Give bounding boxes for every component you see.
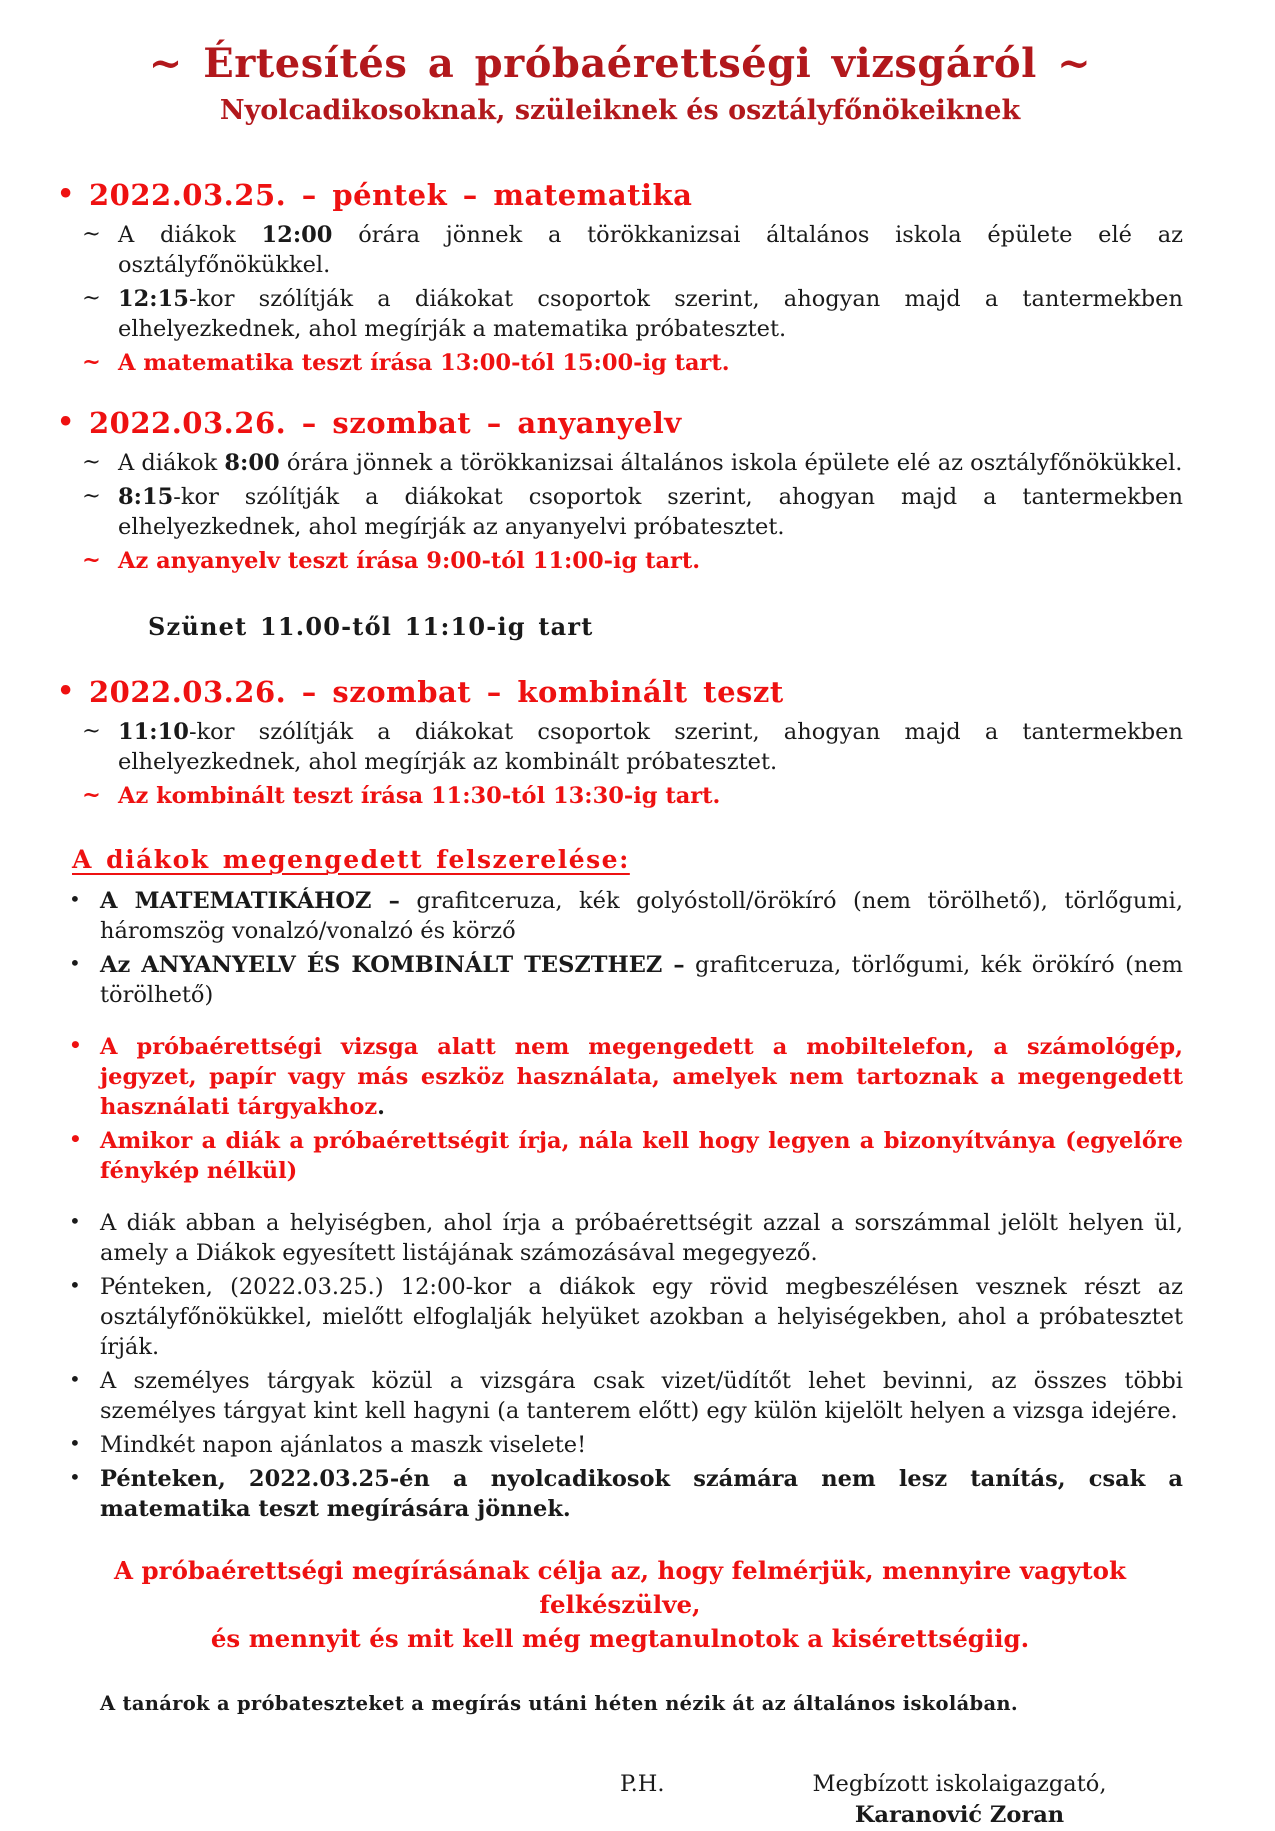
bullet-item [67, 1126, 1183, 1186]
schedule-item-text [118, 484, 1183, 540]
bullet-icon: • [69, 951, 81, 975]
tilde-icon: ~ [82, 782, 101, 808]
schedule-item [82, 781, 1183, 811]
tilde-icon: ~ [82, 449, 101, 475]
section-heading-label: 2022.03.26. – szombat – anyanyelv [89, 406, 682, 440]
closing-line: A próbaérettségi megírásának célja az, hogy felmérjük, mennyire vagytok felkészülve, [114, 1556, 1126, 1619]
signature-row [57, 1769, 1183, 1831]
bullet-item [67, 1430, 1183, 1460]
document-content [57, 40, 1183, 1831]
bullet-icon: • [57, 407, 75, 438]
signature-role: Megbízott iskolaigazgató, [812, 1771, 1107, 1797]
bullet-item-text [100, 1128, 1183, 1184]
section-heading-label: 2022.03.25. – péntek – matematika [89, 178, 693, 212]
schedule-item-text [118, 783, 720, 809]
schedule-item [82, 482, 1183, 542]
signature-block [813, 1769, 1107, 1831]
break-note: Szünet 11.00-től 11:10-ig tart [148, 612, 594, 641]
text-segment: 8:00 [224, 450, 280, 476]
schedule-item [82, 284, 1183, 344]
tilde-icon: ~ [82, 285, 101, 311]
section-heading [57, 675, 1183, 709]
bullet-icon: • [69, 1127, 82, 1151]
text-segment: Az anyanyelv teszt írása 9:00-tól 11:00-ig tart. [118, 548, 701, 574]
closing-line: és mennyit és mit kell még megtanulnotok a kisérettségiig. [210, 1624, 1030, 1653]
schedule-item [82, 448, 1183, 478]
bullet-icon: • [69, 1273, 81, 1297]
bullet-item [67, 1208, 1183, 1268]
signature-ph: P.H. [620, 1771, 665, 1797]
text-segment: -kor szólítják a diákokat csoportok szerint, ahogyan majd a tantermekben elhelyezkednek, ahol megírják az anyanyelvi próbatesztet. [118, 484, 1183, 540]
schedule-item [82, 546, 1183, 576]
schedule-item-text [118, 719, 1183, 775]
bullet-item-text [100, 1034, 1183, 1120]
closing-block [57, 1554, 1183, 1656]
bullet-item [67, 1032, 1183, 1122]
text-segment: Amikor a diák a próbaérettségit írja, nála kell hogy legyen a bizonyítványa (egyelőre fénykép nélkül) [100, 1128, 1183, 1184]
section-heading-label: 2022.03.26. – szombat – kombinált teszt [89, 675, 784, 709]
bullet-icon: • [69, 1209, 81, 1233]
schedule-item-text [118, 286, 1183, 342]
equipment-heading: A diákok megengedett felszerelése: [72, 845, 630, 874]
text-segment: A MATEMATIKÁHOZ – [100, 888, 400, 914]
text-segment: Az ANYANYELV ÉS KOMBINÁLT TESZTHEZ – [100, 952, 685, 978]
bullet-item [67, 950, 1183, 1010]
document-body [57, 178, 1183, 1831]
footnote: A tanárok a próbateszteket a megírás utáni héten nézik át az általános iskolában. [100, 1692, 1018, 1715]
text-segment: Pénteken, 2022.03.25-én a nyolcadikosok számára nem lesz tanítás, csak a matematika teszt megírására jönnek. [100, 1466, 1183, 1522]
bullet-item-text [100, 1432, 586, 1458]
text-segment: A személyes tárgyak közül a vizsgára csak vizet/üdítőt lehet bevinni, az összes többi személyes tárgyat kint kell hagyni (a tanterem előtt) egy külön kijelölt helyen a vizsga idejére. [100, 1368, 1183, 1424]
text-segment: órára jönnek a törökkanizsai általános iskola épülete elé az osztályfőnökükkel. [118, 222, 1183, 278]
schedule-item-text [118, 548, 700, 574]
text-segment: A diákok [118, 222, 262, 248]
text-segment: A diák abban a helyiségben, ahol írja a próbaérettségit azzal a sorszámmal jelölt helyen ül, amely a Diákok egyesített listájának számozásával megegyező. [100, 1210, 1183, 1266]
text-segment: Az kombinált teszt írása 11:30-tól 13:30-ig tart. [118, 783, 721, 809]
bullet-item-text [100, 1210, 1183, 1266]
text-segment: 8:15 [118, 484, 174, 510]
text-segment: -kor szólítják a diákokat csoportok szerint, ahogyan majd a tantermekben elhelyezkednek, ahol megírják az kombinált próbatesztet. [118, 719, 1183, 775]
bullet-icon: • [69, 1367, 81, 1391]
bullet-item-text [100, 1368, 1183, 1424]
bullet-icon: • [57, 676, 75, 707]
tilde-icon: ~ [82, 221, 101, 247]
bullet-item-text [100, 1274, 1183, 1360]
text-segment: órára jönnek a törökkanizsai általános iskola épülete elé az osztályfőnökükkel. [279, 450, 1183, 476]
page-title: ~ Értesítés a próbaérettségi vizsgáról ~ [148, 40, 1092, 87]
tilde-icon: ~ [82, 547, 101, 573]
text-segment: A próbaérettségi vizsga alatt nem megengedett a mobiltelefon, a számológép, jegyzet, papír vagy más eszköz használata, amelyek nem tartoznak a megengedett használati tárgyakhoz [100, 1034, 1183, 1120]
page-subtitle: Nyolcadikosoknak, szüleiknek és osztályfőnökeiknek [219, 95, 1021, 126]
bullet-item [67, 886, 1183, 946]
bullet-item-text [100, 952, 1183, 1008]
text-segment: 12:15 [118, 286, 189, 312]
section-heading [57, 406, 1183, 440]
text-segment: grafitceruza, törlőgumi, kék örökíró (nem törölhető) [100, 952, 1183, 1008]
schedule-item-text [118, 450, 1182, 476]
text-segment: A matematika teszt írása 13:00-tól 15:00-ig tart. [118, 350, 730, 376]
bullet-icon: • [69, 1431, 81, 1455]
bullet-icon: • [69, 887, 81, 911]
signature-name: Karanović Zoran [854, 1802, 1065, 1828]
text-segment: grafitceruza, kék golyóstoll/örökíró (nem törölhető), törlőgumi, háromszög vonalzó/vonalzó és körző [100, 888, 1183, 944]
document-page [0, 40, 1275, 1828]
bullet-item-text [100, 1466, 1183, 1522]
text-segment: 11:10 [118, 719, 189, 745]
tilde-icon: ~ [82, 483, 101, 509]
text-segment: Pénteken, (2022.03.25.) 12:00-kor a diákok egy rövid megbeszélésen vesznek részt az osztályfőnökükkel, mielőtt elfoglalják helyüket azokban a helyiségekben, ahol a próbatesztet írják. [100, 1274, 1183, 1360]
schedule-item [82, 220, 1183, 280]
tilde-icon: ~ [82, 349, 101, 375]
text-segment: 12:00 [261, 222, 333, 248]
schedule-item-text [118, 222, 1183, 278]
bullet-icon: • [57, 179, 75, 210]
text-segment: A diákok [118, 450, 225, 476]
text-segment: . [377, 1094, 386, 1120]
bullet-item [67, 1464, 1183, 1524]
schedule-item-text [118, 350, 730, 376]
section-heading [57, 178, 1183, 212]
bullet-item [67, 1366, 1183, 1426]
text-segment: -kor szólítják a diákokat csoportok szerint, ahogyan majd a tantermekben elhelyezkednek, ahol megírják a matematika próbatesztet. [118, 286, 1183, 342]
bullet-item [67, 1272, 1183, 1362]
text-segment: Mindkét napon ajánlatos a maszk viselete! [100, 1432, 587, 1458]
tilde-icon: ~ [82, 718, 101, 744]
schedule-item [82, 348, 1183, 378]
bullet-icon: • [69, 1465, 81, 1489]
bullet-item-text [100, 888, 1183, 944]
bullet-icon: • [69, 1033, 82, 1057]
schedule-item [82, 717, 1183, 777]
